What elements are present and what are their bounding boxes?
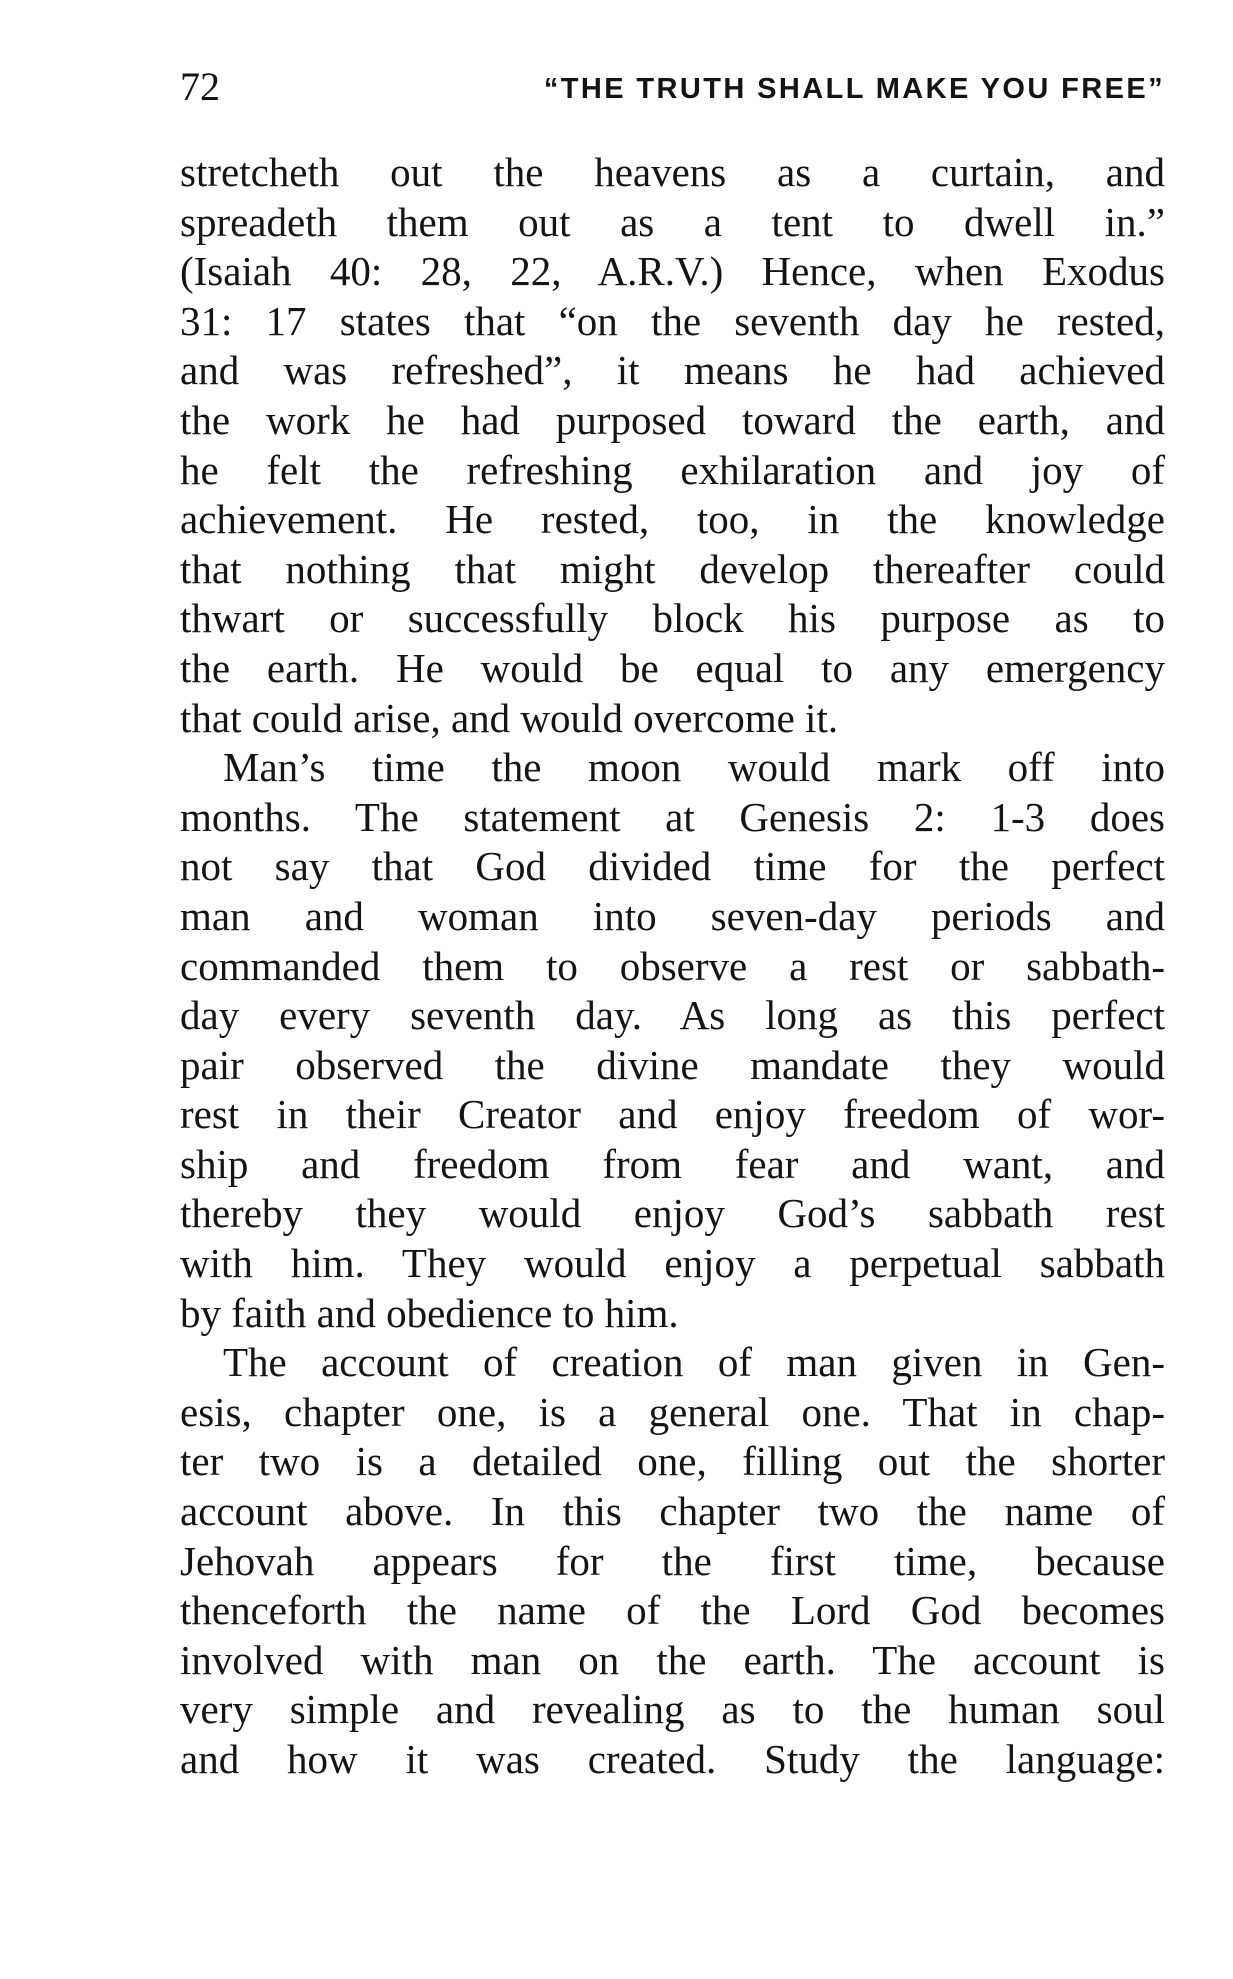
- text-line: that nothing that might develop thereafter could: [180, 545, 1165, 592]
- text-line: months. The statement at Genesis 2: 1-3 does: [180, 793, 1165, 840]
- text-line: 31: 17 states that “on the seventh day he rested,: [180, 297, 1165, 344]
- text-line: by faith and obedience to him.: [180, 1289, 679, 1336]
- text-line: thenceforth the name of the Lord God becomes: [180, 1587, 1165, 1634]
- text-line: esis, chapter one, is a general one. That in chap-: [180, 1388, 1165, 1435]
- page-header: [180, 62, 1165, 112]
- running-head: “THE TRUTH SHALL MAKE YOU FREE”: [543, 73, 1165, 105]
- text-line: achievement. He rested, too, in the knowledge: [180, 496, 1165, 543]
- text-line: that could arise, and would overcome it.: [180, 694, 839, 741]
- text-line: account above. In this chapter two the name of: [180, 1488, 1165, 1535]
- page-number: 72: [180, 64, 220, 109]
- text-line: commanded them to observe a rest or sabbath-: [180, 942, 1165, 989]
- text-line: thereby they would enjoy God’s sabbath rest: [180, 1190, 1165, 1237]
- text-line: with him. They would enjoy a perpetual sabbath: [180, 1240, 1165, 1287]
- text-line: very simple and revealing as to the human soul: [180, 1686, 1165, 1733]
- text-line: man and woman into seven-day periods and: [180, 892, 1165, 939]
- text-line: the earth. He would be equal to any emergency: [180, 644, 1165, 691]
- body-text: [180, 148, 1165, 1785]
- text-line: and how it was created. Study the language:: [180, 1736, 1165, 1782]
- text-line: Jehovah appears for the first time, because: [180, 1537, 1165, 1584]
- text-line: not say that God divided time for the perfect: [180, 843, 1165, 890]
- text-line: The account of creation of man given in Gen-: [223, 1339, 1165, 1386]
- text-line: spreadeth them out as a tent to dwell in.”: [180, 198, 1165, 245]
- text-line: thwart or successfully block his purpose as to: [180, 595, 1165, 642]
- text-line: rest in their Creator and enjoy freedom of wor-: [180, 1091, 1165, 1138]
- text-line: involved with man on the earth. The account is: [180, 1636, 1165, 1683]
- text-line: he felt the refreshing exhilaration and joy of: [180, 446, 1165, 493]
- text-line: Man’s time the moon would mark off into: [223, 744, 1165, 791]
- text-line: (Isaiah 40: 28, 22, A.R.V.) Hence, when Exodus: [180, 248, 1165, 295]
- text-line: ter two is a detailed one, filling out the shorter: [180, 1438, 1165, 1485]
- text-line: stretcheth out the heavens as a curtain, and: [180, 149, 1165, 195]
- text-line: pair observed the divine mandate they would: [180, 1041, 1165, 1088]
- text-line: and was refreshed”, it means he had achieved: [180, 347, 1165, 394]
- text-line: the work he had purposed toward the earth, and: [180, 396, 1165, 443]
- text-line: day every seventh day. As long as this perfect: [180, 992, 1165, 1039]
- text-line: ship and freedom from fear and want, and: [180, 1140, 1165, 1187]
